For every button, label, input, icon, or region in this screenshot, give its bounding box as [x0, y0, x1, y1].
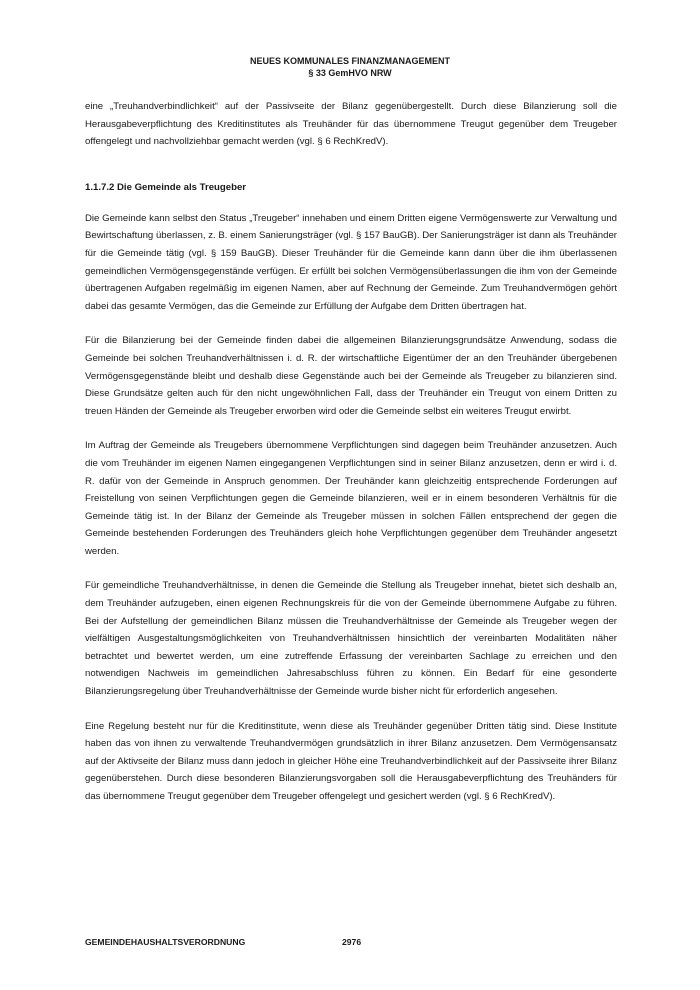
footer-title: GEMEINDEHAUSHALTSVERORDNUNG [85, 937, 246, 947]
page-footer [85, 936, 362, 948]
page-content [85, 98, 617, 823]
header-title: NEUES KOMMUNALES FINANZMANAGEMENT [250, 56, 450, 66]
body-paragraph: Eine Regelung besteht nur für die Kreditinstitute, wenn diese als Treuhänder gegenüber Dritten tätig sind. Diese Institute haben das von ihnen zu verwaltende Treuhandvermögen grundsätzlich in ihrer Bilanz anzusetzen. Dem Vermögensansatz auf der Aktivseite der Bilanz muss dann jedoch in gleicher Höhe eine Treuhandverbindlichkeit auf der Passivseite ihrer Bilanz gegenüberstehen. Durch diese besonderen Bilanzierungsvorgaben soll die Herausgabeverpflichtung des Treuhänders für das übernommene Treugut gegenüber dem Treugeber offengelegt und gesichert werden (vgl. § 6 RechKredV). [85, 720, 617, 802]
section-heading: 1.1.7.2 Die Gemeinde als Treugeber [85, 181, 247, 193]
body-paragraph: Im Auftrag der Gemeinde als Treugebers übernommene Verpflichtungen sind dagegen beim Treuhänder anzusetzen. Auch die vom Treuhänder im eigenen Namen eingegangenen Verpflichtungen sind in seiner Bilanz anzusetzen, denn er wird i. d. R. dafür von der Gemeinde in Anspruch genommen. Der Treuhänder kann gleichzeitig entsprechende Forderungen auf Freistellung von seinen Verpflichtungen gegen die Gemeinde bilanzieren, weil er in einem besonderen Verhältnis für die Gemeinde tätig ist. In der Bilanz der Gemeinde als Treugeber müssen in solchen Fällen entsprechend der gegen die Gemeinde bestehenden Forderungen des Treuhänders gleich hohe Verpflichtungen gegenüber dem Treuhänder angesetzt werden. [85, 440, 617, 557]
page-number: 2976 [342, 937, 362, 947]
body-paragraph: Für gemeindliche Treuhandverhältnisse, in denen die Gemeinde die Stellung als Treugeber innehat, bietet sich deshalb an, dem Treuhänder aufzugeben, einen eigenen Rechnungskreis für die von der Gemeinde übernommene Aufgabe zu führen. Bei der Aufstellung der gemeindlichen Bilanz müssen die Treuhandverhältnisse der Gemeinde als Treugeber wegen der vielfältigen Ausgestaltungsmöglichkeiten von Treuhandverhältnissen hinsichtlich der vereinbarten Modalitäten näher betrachtet und bewertet werden, um eine zutreffende Erfassung der vereinbarten Sachlage zu erreichen und den notwendigen Nachweis im gemeindlichen Jahresabschluss führen zu können. Ein Bedarf für eine gesonderte Bilanzierungsregelung über Treuhandverhältnisse der Gemeinde wurde bisher nicht für erforderlich angesehen. [85, 580, 617, 698]
body-paragraph: Für die Bilanzierung bei der Gemeinde finden dabei die allgemeinen Bilanzierungsgrundsätze Anwendung, sodass die Gemeinde bei solchen Treuhandverhältnissen i. d. R. der wirtschaftliche Eigentümer der an den Treuhänder übergebenen Vermögensgegenstände bleibt und deshalb diese Gegenstände auch bei der Gemeinde als Treugeber zu bilanzieren sind. Diese Grundsätze gelten auch für den nicht ungewöhnlichen Fall, dass der Treuhänder ein Treugut von einem Dritten zu treuen Händen der Gemeinde als Treugeber erworben wird oder die Gemeinde selbst ein weiteres Treugut erwirbt. [85, 335, 617, 417]
body-paragraph: Die Gemeinde kann selbst den Status „Treugeber“ innehaben und einem Dritten eigene Vermögenswerte zur Verwaltung und Bewirtschaftung überlassen, z. B. einem Sanierungsträger (vgl. § 157 BauGB). Der Sanierungsträger ist dann als Treuhänder für die Gemeinde tätig (vgl. § 159 BauGB). Dieser Treuhänder für die Gemeinde kann dann über die ihm überlassenen gemeindlichen Vermögensgegenstände verfügen. Er erfüllt bei solchen Vermögensüberlassungen die ihm von der Gemeinde übertragenen Aufgaben regelmäßig im eigenen Namen, aber auf Rechnung der Gemeinde. Zum Treuhandvermögen gehört dabei das gesamte Vermögen, das die Gemeinde zur Erfüllung der Aufgabe dem Dritten übertragen hat. [85, 212, 617, 312]
header-subtitle: § 33 GemHVO NRW [308, 68, 392, 78]
page-header [0, 55, 700, 79]
intro-paragraph: eine „Treuhandverbindlichkeit“ auf der Passivseite der Bilanz gegenübergestellt. Durch diese Bilanzierung soll die Herausgabeverpflichtung des Kreditinstitutes als Treuhänder für das übernommene Treugut gegenüber dem Treugeber offengelegt und nachvollziehbar gemacht werden (vgl. § 6 RechKredV). [85, 101, 617, 148]
